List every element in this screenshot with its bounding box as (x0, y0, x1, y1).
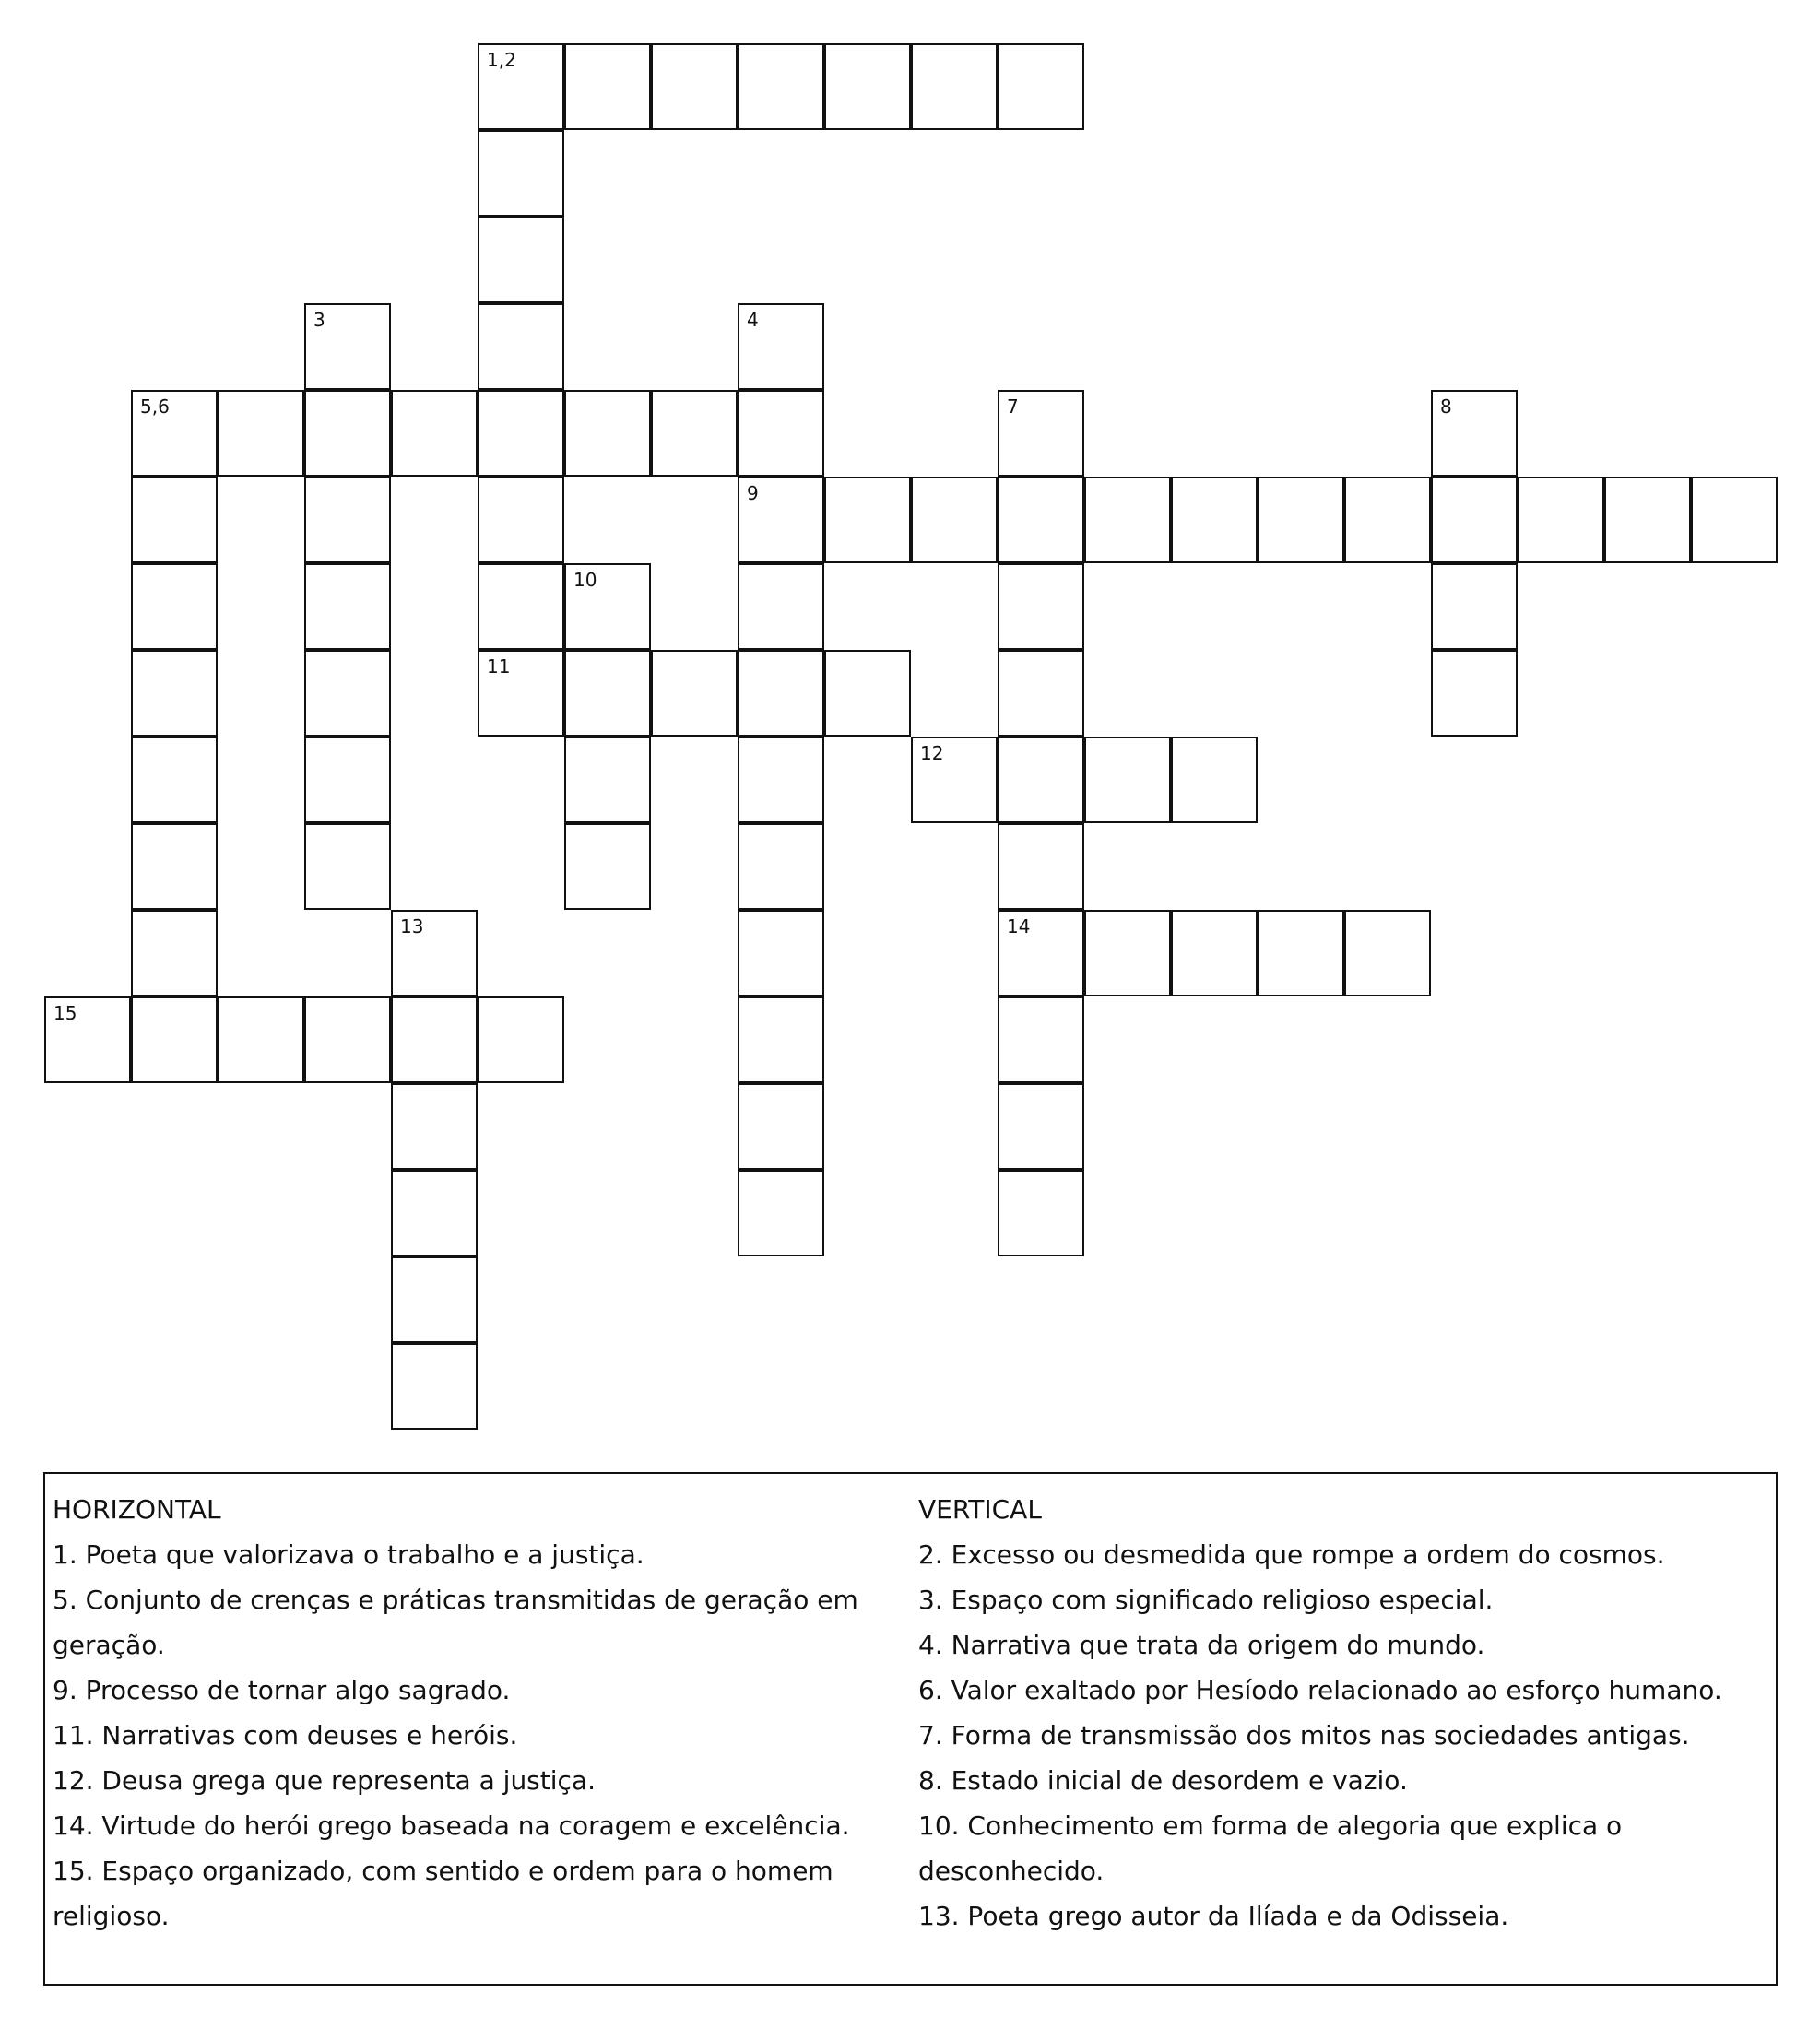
cell-input[interactable] (393, 998, 476, 1081)
cell-input[interactable] (1606, 478, 1689, 561)
grid-cell[interactable] (1171, 910, 1258, 996)
grid-cell[interactable] (218, 390, 304, 477)
cell-input[interactable] (479, 392, 562, 475)
clue-h-14: 14. Virtude do herói grego baseada na coragem e excelência. (53, 1810, 850, 1841)
cell-input[interactable] (306, 392, 389, 475)
grid-cell[interactable] (44, 996, 131, 1083)
grid-cell[interactable] (478, 650, 564, 737)
grid-cell[interactable] (131, 737, 218, 823)
grid-cell[interactable] (1084, 910, 1171, 996)
cell-input[interactable] (739, 1085, 822, 1168)
clue-v-13: 13. Poeta grego autor da Ilíada e da Odisseia. (918, 1901, 1509, 1931)
cell-input[interactable] (306, 738, 389, 821)
grid-cell[interactable] (564, 737, 651, 823)
cell-input[interactable] (739, 565, 822, 648)
clue-v-6: 6. Valor exaltado por Hesíodo relacionado ao esforço humano. (918, 1675, 1722, 1705)
cell-input[interactable] (479, 132, 562, 215)
clue-number: 4 (747, 309, 759, 331)
grid-cell[interactable] (738, 996, 824, 1083)
grid-cell[interactable] (651, 650, 738, 737)
cell-input[interactable] (306, 652, 389, 735)
horizontal-heading: HORIZONTAL (53, 1494, 221, 1525)
clue-v-8: 8. Estado inicial de desordem e vazio. (918, 1765, 1408, 1796)
clue-h-9: 9. Processo de tornar algo sagrado. (53, 1675, 511, 1705)
clue-number: 11 (487, 655, 511, 678)
grid-cell[interactable] (1171, 737, 1258, 823)
cell-input[interactable] (1433, 565, 1516, 648)
grid-cell[interactable] (1084, 477, 1171, 563)
clue-h-11: 11. Narrativas com deuses e heróis. (53, 1720, 518, 1751)
grid-cell[interactable] (998, 477, 1084, 563)
grid-cell[interactable] (651, 43, 738, 130)
clue-number: 8 (1440, 395, 1452, 418)
cell-input[interactable] (739, 912, 822, 995)
cell-input[interactable] (306, 565, 389, 648)
cell-input[interactable] (1086, 912, 1169, 995)
grid-cell[interactable] (738, 910, 824, 996)
cell-input[interactable] (566, 825, 649, 908)
cell-input[interactable] (999, 998, 1082, 1081)
clue-number: 9 (747, 482, 759, 504)
grid-cell[interactable] (738, 390, 824, 477)
grid-cell[interactable] (131, 910, 218, 996)
grid-cell[interactable] (998, 1170, 1084, 1256)
grid-cell[interactable] (651, 390, 738, 477)
clue-h-1: 1. Poeta que valorizava o trabalho e a justiça. (53, 1539, 644, 1570)
cell-input[interactable] (393, 1172, 476, 1255)
grid-cell[interactable] (1431, 390, 1518, 477)
grid-cell[interactable] (564, 390, 651, 477)
clue-number: 3 (313, 309, 325, 331)
cell-input[interactable] (219, 998, 302, 1081)
grid-cell[interactable] (131, 390, 218, 477)
cell-input[interactable] (1433, 652, 1516, 735)
grid-cell[interactable] (738, 477, 824, 563)
grid-cell[interactable] (738, 737, 824, 823)
cell-input[interactable] (306, 825, 389, 908)
grid-cell[interactable] (1518, 477, 1604, 563)
cell-input[interactable] (1519, 478, 1602, 561)
clue-number: 7 (1007, 395, 1019, 418)
cell-input[interactable] (1173, 478, 1256, 561)
grid-cell[interactable] (998, 737, 1084, 823)
cell-input[interactable] (133, 998, 216, 1081)
cell-input[interactable] (999, 1085, 1082, 1168)
grid-cell[interactable] (998, 390, 1084, 477)
grid-cell[interactable] (478, 130, 564, 217)
cell-input[interactable] (1173, 738, 1256, 821)
clues-box (43, 1472, 1778, 1986)
cell-input[interactable] (1346, 478, 1429, 561)
cell-input[interactable] (133, 478, 216, 561)
cell-input[interactable] (999, 1172, 1082, 1255)
clue-v-10: 10. Conhecimento em forma de alegoria que explica o desconhecido. (918, 1810, 1623, 1886)
clue-v-7: 7. Forma de transmissão dos mitos nas sociedades antigas. (918, 1720, 1690, 1751)
cell-input[interactable] (46, 998, 129, 1081)
grid-cell[interactable] (304, 390, 391, 477)
cell-input[interactable] (739, 998, 822, 1081)
cell-input[interactable] (739, 1172, 822, 1255)
grid-cell[interactable] (564, 43, 651, 130)
grid-cell[interactable] (304, 477, 391, 563)
cell-input[interactable] (393, 1085, 476, 1168)
cell-input[interactable] (133, 565, 216, 648)
grid-cell[interactable] (1344, 477, 1431, 563)
cell-input[interactable] (479, 998, 562, 1081)
cell-input[interactable] (479, 218, 562, 301)
cell-input[interactable] (1346, 912, 1429, 995)
clue-v-2: 2. Excesso ou desmedida que rompe a ordem do cosmos. (918, 1539, 1665, 1570)
cell-input[interactable] (306, 998, 389, 1081)
grid-cell[interactable] (391, 996, 478, 1083)
grid-cell[interactable] (738, 303, 824, 390)
cell-input[interactable] (913, 45, 996, 128)
cell-input[interactable] (566, 738, 649, 821)
cell-input[interactable] (133, 825, 216, 908)
grid-cell[interactable] (998, 910, 1084, 996)
grid-cell[interactable] (738, 823, 824, 910)
clue-number: 1,2 (487, 49, 516, 71)
grid-cell[interactable] (131, 823, 218, 910)
clue-number: 13 (400, 915, 424, 937)
cell-input[interactable] (739, 738, 822, 821)
grid-cell[interactable] (998, 43, 1084, 130)
grid-cell[interactable] (1431, 650, 1518, 737)
cell-input[interactable] (739, 392, 822, 475)
grid-cell[interactable] (738, 1083, 824, 1170)
cell-input[interactable] (1086, 478, 1169, 561)
cell-input[interactable] (479, 565, 562, 648)
cell-input[interactable] (566, 392, 649, 475)
cell-input[interactable] (1259, 478, 1342, 561)
grid-cell[interactable] (998, 823, 1084, 910)
vertical-clues (918, 1487, 1776, 1939)
clue-number: 10 (573, 569, 597, 591)
cell-input[interactable] (653, 652, 736, 735)
grid-cell[interactable] (911, 477, 998, 563)
cell-input[interactable] (826, 45, 909, 128)
cell-input[interactable] (739, 478, 822, 561)
clue-v-3: 3. Espaço com significado religioso especial. (918, 1585, 1494, 1615)
grid-cell[interactable] (304, 823, 391, 910)
grid-cell[interactable] (1431, 563, 1518, 650)
cell-input[interactable] (1173, 912, 1256, 995)
cell-input[interactable] (999, 652, 1082, 735)
cell-input[interactable] (653, 45, 736, 128)
cell-input[interactable] (999, 45, 1082, 128)
grid-cell[interactable] (824, 650, 911, 737)
grid-cell[interactable] (218, 996, 304, 1083)
cell-input[interactable] (393, 392, 476, 475)
cell-input[interactable] (393, 1258, 476, 1341)
grid-cell[interactable] (1258, 910, 1344, 996)
horizontal-clues (53, 1487, 864, 1939)
cell-input[interactable] (739, 45, 822, 128)
grid-cell[interactable] (738, 1170, 824, 1256)
grid-cell[interactable] (564, 650, 651, 737)
cell-input[interactable] (653, 392, 736, 475)
cell-input[interactable] (566, 565, 649, 648)
grid-cell[interactable] (131, 477, 218, 563)
grid-cell[interactable] (391, 1256, 478, 1343)
grid-cell[interactable] (478, 217, 564, 303)
grid-cell[interactable] (564, 563, 651, 650)
grid-cell[interactable] (478, 390, 564, 477)
grid-cell[interactable] (998, 563, 1084, 650)
vertical-heading: VERTICAL (918, 1494, 1042, 1525)
grid-cell[interactable] (304, 996, 391, 1083)
grid-cell[interactable] (304, 737, 391, 823)
grid-cell[interactable] (131, 563, 218, 650)
grid-cell[interactable] (131, 996, 218, 1083)
cell-input[interactable] (306, 305, 389, 388)
grid-cell[interactable] (391, 1170, 478, 1256)
cell-input[interactable] (739, 825, 822, 908)
grid-cell[interactable] (564, 823, 651, 910)
cell-input[interactable] (133, 392, 216, 475)
cell-input[interactable] (479, 305, 562, 388)
clue-h-12: 12. Deusa grega que representa a justiça. (53, 1765, 596, 1796)
cell-input[interactable] (1086, 738, 1169, 821)
cell-input[interactable] (133, 738, 216, 821)
grid-cell[interactable] (1344, 910, 1431, 996)
cell-input[interactable] (1693, 478, 1776, 561)
grid-cell[interactable] (1691, 477, 1778, 563)
grid-cell[interactable] (1171, 477, 1258, 563)
cell-input[interactable] (1433, 392, 1516, 475)
cell-input[interactable] (826, 478, 909, 561)
clue-number: 12 (920, 742, 944, 764)
cell-input[interactable] (1259, 912, 1342, 995)
cell-input[interactable] (999, 392, 1082, 475)
cell-input[interactable] (479, 652, 562, 735)
grid-cell[interactable] (478, 477, 564, 563)
cell-input[interactable] (306, 478, 389, 561)
grid-cell[interactable] (824, 43, 911, 130)
grid-cell[interactable] (391, 910, 478, 996)
cell-input[interactable] (219, 392, 302, 475)
cell-input[interactable] (826, 652, 909, 735)
grid-cell[interactable] (478, 43, 564, 130)
grid-cell[interactable] (911, 43, 998, 130)
cell-input[interactable] (133, 652, 216, 735)
grid-cell[interactable] (824, 477, 911, 563)
grid-cell[interactable] (478, 563, 564, 650)
grid-cell[interactable] (998, 1083, 1084, 1170)
grid-cell[interactable] (998, 650, 1084, 737)
grid-cell[interactable] (391, 1083, 478, 1170)
cell-input[interactable] (999, 825, 1082, 908)
grid-cell[interactable] (391, 390, 478, 477)
cell-input[interactable] (913, 738, 996, 821)
clue-number: 5,6 (140, 395, 170, 418)
grid-cell[interactable] (1431, 477, 1518, 563)
grid-cell[interactable] (1604, 477, 1691, 563)
grid-cell[interactable] (911, 737, 998, 823)
cell-input[interactable] (913, 478, 996, 561)
grid-cell[interactable] (998, 996, 1084, 1083)
grid-cell[interactable] (478, 303, 564, 390)
cell-input[interactable] (393, 912, 476, 995)
grid-cell[interactable] (738, 43, 824, 130)
grid-cell[interactable] (131, 650, 218, 737)
cell-input[interactable] (393, 1345, 476, 1428)
grid-cell[interactable] (478, 996, 564, 1083)
cell-input[interactable] (479, 478, 562, 561)
cell-input[interactable] (566, 45, 649, 128)
grid-cell[interactable] (738, 563, 824, 650)
grid-cell[interactable] (738, 650, 824, 737)
cell-input[interactable] (999, 912, 1082, 995)
cell-input[interactable] (999, 565, 1082, 648)
grid-cell[interactable] (391, 1343, 478, 1430)
cell-input[interactable] (739, 305, 822, 388)
cell-input[interactable] (999, 478, 1082, 561)
cell-input[interactable] (133, 912, 216, 995)
clue-number: 14 (1007, 915, 1031, 937)
cell-input[interactable] (999, 738, 1082, 821)
grid-cell[interactable] (1258, 477, 1344, 563)
grid-cell[interactable] (304, 563, 391, 650)
grid-cell[interactable] (304, 650, 391, 737)
cell-input[interactable] (566, 652, 649, 735)
clue-h-5: 5. Conjunto de crenças e práticas transmitidas de geração em geração. (53, 1585, 858, 1660)
clue-number: 15 (53, 1002, 77, 1024)
grid-cell[interactable] (1084, 737, 1171, 823)
cell-input[interactable] (1433, 478, 1516, 561)
clue-v-4: 4. Narrativa que trata da origem do mundo. (918, 1630, 1485, 1660)
clue-h-15: 15. Espaço organizado, com sentido e ordem para o homem religioso. (53, 1856, 833, 1931)
cell-input[interactable] (479, 45, 562, 128)
grid-cell[interactable] (304, 303, 391, 390)
cell-input[interactable] (739, 652, 822, 735)
